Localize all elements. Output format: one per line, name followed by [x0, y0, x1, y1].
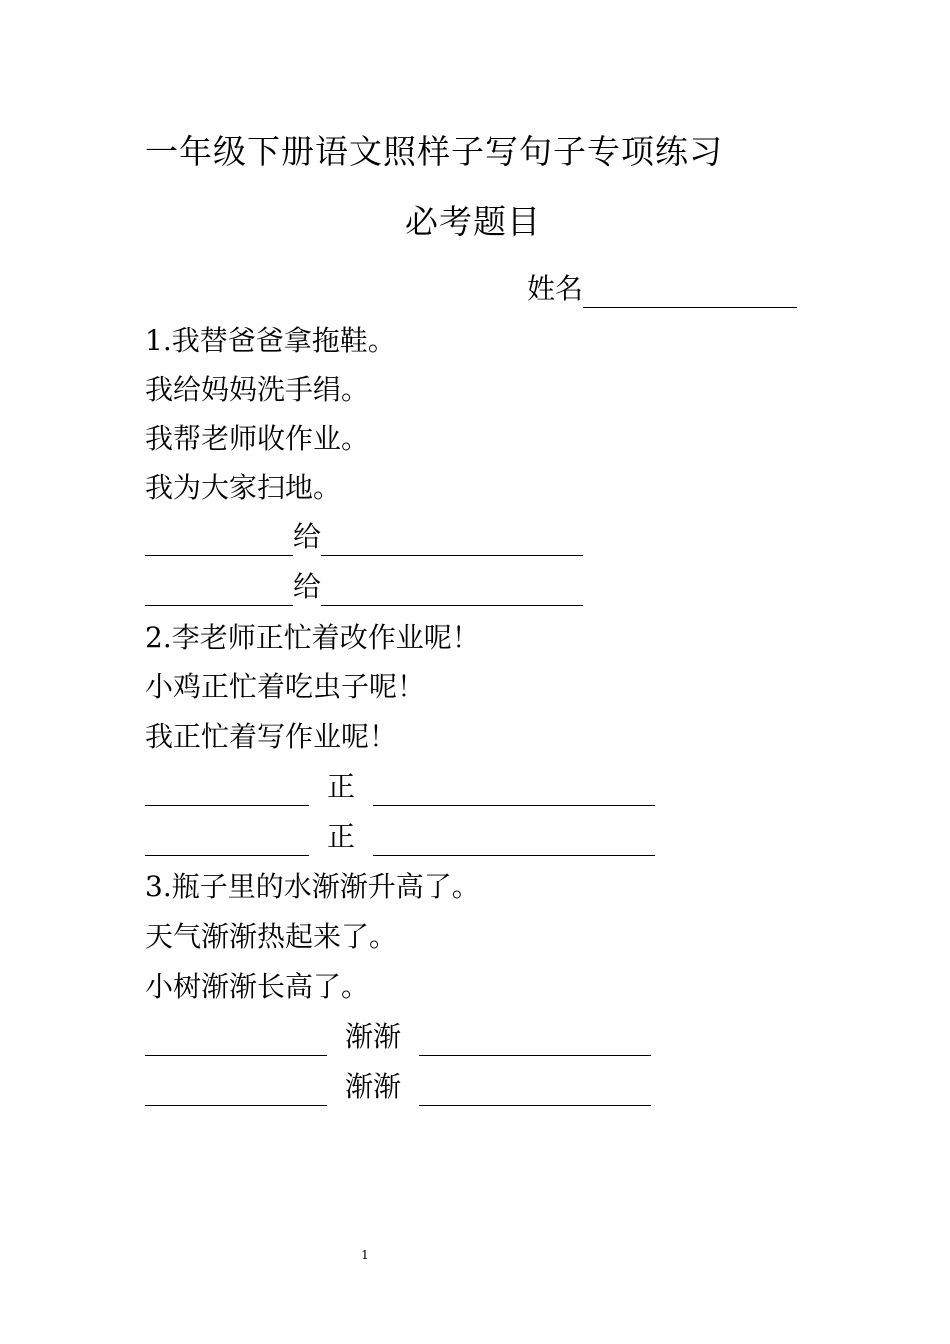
- q2-line-2: 小鸡正忙着吃虫子呢！: [145, 670, 426, 703]
- q3-answer-row-2: [145, 1068, 651, 1106]
- q1-line-1: 1.我替爸爸拿拖鞋。: [145, 324, 396, 357]
- q2-answer-2-blank-before[interactable]: [145, 823, 309, 856]
- q3-answer-row-1: [145, 1018, 651, 1056]
- q2-answer-1-blank-after[interactable]: [373, 773, 655, 806]
- q3-answer-1-blank-after[interactable]: [419, 1023, 651, 1056]
- q2-answer-2-keyword: 正: [327, 820, 356, 853]
- page-title: 一年级下册语文照样子写句子专项练习: [145, 132, 723, 171]
- q1-answer-row-1: [145, 518, 583, 556]
- q1-answer-row-2: [145, 568, 583, 606]
- q2-line-3: 我正忙着写作业呢！: [145, 720, 398, 753]
- q1-answer-1-keyword: 给: [293, 520, 322, 553]
- q2-answer-1-blank-before[interactable]: [145, 773, 309, 806]
- q3-answer-2-blank-after[interactable]: [419, 1073, 651, 1106]
- q3-line-1: 3.瓶子里的水渐渐升高了。: [145, 870, 480, 903]
- q2-answer-1-keyword: 正: [327, 770, 356, 803]
- q1-answer-2-blank-before[interactable]: [145, 573, 293, 606]
- name-label: 姓名: [527, 272, 584, 305]
- q3-answer-2-blank-before[interactable]: [145, 1073, 327, 1106]
- q2-line-1: 2.李老师正忙着改作业呢！: [145, 621, 480, 654]
- q1-answer-2-keyword: 给: [293, 570, 322, 603]
- name-field: [527, 270, 797, 308]
- name-blank[interactable]: [583, 275, 797, 308]
- q1-answer-2-blank-after[interactable]: [321, 573, 583, 606]
- q3-line-2: 天气渐渐热起来了。: [145, 920, 398, 953]
- q3-answer-1-blank-before[interactable]: [145, 1023, 327, 1056]
- page-number: 1: [361, 1248, 369, 1262]
- q1-answer-1-blank-after[interactable]: [321, 523, 583, 556]
- q2-answer-row-2: [145, 818, 655, 856]
- q3-answer-2-keyword: 渐渐: [345, 1070, 402, 1103]
- q1-line-3: 我帮老师收作业。: [145, 422, 370, 455]
- q2-answer-row-1: [145, 768, 655, 806]
- q1-line-4: 我为大家扫地。: [145, 471, 342, 504]
- q1-answer-1-blank-before[interactable]: [145, 523, 293, 556]
- page-subtitle: 必考题目: [405, 202, 541, 241]
- q3-answer-1-keyword: 渐渐: [345, 1020, 402, 1053]
- q3-line-3: 小树渐渐长高了。: [145, 970, 370, 1003]
- q2-answer-2-blank-after[interactable]: [373, 823, 655, 856]
- q1-line-2: 我给妈妈洗手绢。: [145, 373, 370, 406]
